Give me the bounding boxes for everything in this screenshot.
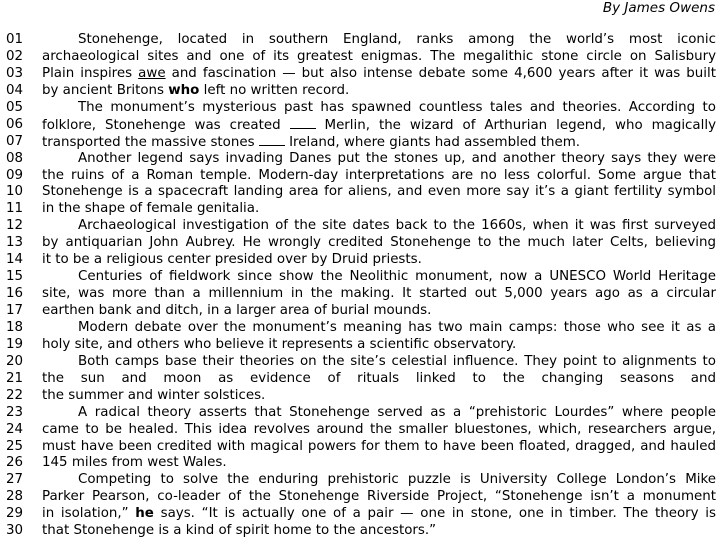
line-text [42,422,716,439]
line-number: 14 [6,252,24,268]
line-text [42,472,716,489]
text-segment: in the shape of female genitalia. [42,201,260,217]
fill-in-blank [259,133,285,146]
line-number: 19 [6,336,24,352]
text-line [6,100,716,117]
line-text [42,405,716,422]
text-line [6,134,716,151]
text-line [6,117,716,134]
text-line [6,405,716,422]
text-line [6,49,716,66]
line-text [42,218,716,235]
bold-word: who [168,82,200,98]
line-number: 27 [6,472,24,488]
line-number: 22 [6,387,24,403]
line-number: 13 [6,235,24,251]
text-segment: left no written record. [199,82,350,98]
line-text [42,235,716,252]
line-number: 28 [6,489,24,505]
text-segment: Competing to solve the enduring prehistoric puzzle is University College London’s Mike [78,472,716,488]
text-line [6,151,716,168]
text-line [6,66,716,83]
line-text [42,269,716,286]
text-segment: earthen bank and ditch, in a larger area of burial mounds. [42,303,432,318]
text-segment: 145 miles from west Wales. [42,455,227,471]
text-segment: The monument’s mysterious past has spawned countless tales and theories. According to [78,99,716,115]
text-segment: Parker Pearson, co-leader of the Stonehenge Riverside Project, “Stonehenge isn’t a monument [42,489,716,505]
text-line [6,354,716,371]
line-text [42,354,716,371]
text-line [6,184,716,201]
text-line [6,320,716,337]
text-line [6,472,716,489]
text-segment: it to be a religious center presided over by Druid priests. [42,252,422,268]
line-number: 18 [6,319,24,335]
line-number: 30 [6,523,24,539]
text-segment: Stonehenge, located in southern England, ranks among the world’s most iconic [78,32,716,47]
line-text [42,201,716,218]
line-text [42,489,716,506]
text-line [6,286,716,303]
line-text [42,49,716,66]
line-text [42,168,716,185]
line-number: 03 [6,65,24,81]
text-line [6,235,716,252]
line-text [42,523,716,540]
line-text [42,83,716,100]
line-number: 29 [6,506,24,522]
text-line [6,83,716,100]
text-segment: holy site, and others who believe it represents a scientific observatory. [42,336,517,352]
line-number: 23 [6,404,24,420]
text-line [6,201,716,218]
line-text [42,371,716,388]
text-segment: Ireland, where giants had assembled them. [284,134,581,150]
text-segment: Archaeological investigation of the site dates back to the 1660s, when it was first surveyed [78,218,716,234]
text-line [6,439,716,456]
text-segment: folklore, Stonehenge was created [42,117,290,133]
numbered-text [6,32,716,540]
text-segment: archaeological sites and one of its greatest enigmas. The megalithic stone circle on Salisbury [42,48,716,64]
text-line [6,422,716,439]
text-line [6,523,716,540]
text-segment: Plain inspires [42,65,139,81]
text-segment: site, was more than a millennium in the making. It started out 5,000 years ago as a circular [42,286,716,302]
text-line [6,388,716,405]
text-line [6,506,716,523]
line-number: 01 [6,32,24,47]
line-text [42,151,716,168]
line-number: 20 [6,353,24,369]
line-number: 11 [6,201,24,217]
text-segment: the ruins of a Roman temple. Modern-day interpretations are no less colorful. Some argue that [42,167,716,183]
line-number: 10 [6,184,24,200]
underlined-word: awe [138,65,166,81]
line-number: 12 [6,218,24,234]
line-number: 16 [6,286,24,302]
text-segment: says. “It is actually one of a pair — one in stone, one in timber. The theory is [153,506,716,522]
line-number: 15 [6,269,24,285]
line-number: 21 [6,370,24,386]
line-text [42,337,716,354]
line-text [42,439,716,456]
text-segment: Another legend says invading Danes put the stones up, and another theory says they were [78,150,716,166]
text-segment: came to be healed. This idea revolves around the smaller bluestones, which, researchers argue, [42,421,716,437]
text-segment: must have been credited with magical powers for them to have been floated, dragged, and hauled [42,438,716,454]
line-number: 07 [6,133,24,149]
bold-word: he [135,506,154,522]
text-segment: Stonehenge is a spacecraft landing area for aliens, and even more say it’s a giant fertility symbol [42,184,716,200]
text-line [6,489,716,506]
text-line [6,337,716,354]
line-text [42,455,716,472]
text-line [6,32,716,49]
text-line [6,252,716,269]
text-segment: Modern debate over the monument’s meaning has two main camps: those who see it as a [78,319,716,335]
text-segment: in isolation,” [42,506,136,522]
text-line [6,269,716,286]
line-text [42,252,716,269]
text-line [6,168,716,185]
line-text [42,388,716,405]
line-number: 24 [6,421,24,437]
line-text [42,66,716,83]
line-number: 26 [6,455,24,471]
line-number: 04 [6,82,24,98]
text-segment: that Stonehenge is a kind of spirit home to the ancestors.” [42,523,437,539]
line-text [42,32,716,49]
line-number: 06 [6,116,24,132]
line-text [42,133,716,152]
fill-in-blank [290,116,316,129]
line-text [42,184,716,201]
line-text [42,303,716,320]
text-segment: Merlin, the wizard of Arthurian legend, who magically [315,117,716,133]
text-segment: by antiquarian John Aubrey. He wrongly credited Stonehenge to the much later Celts, believing [42,235,716,251]
text-segment: the summer and winter solstices. [42,387,266,403]
line-number: 17 [6,303,24,318]
text-segment: the sun and moon as evidence of rituals linked to the changing seasons and [42,370,716,386]
byline: By James Owens [602,0,715,16]
text-segment: transported the massive stones [42,134,259,150]
text-line [6,303,716,320]
line-text [42,286,716,303]
text-line [6,218,716,235]
text-segment: by ancient Britons [42,82,169,98]
line-number: 09 [6,167,24,183]
line-number: 25 [6,438,24,454]
line-number: 02 [6,48,24,64]
text-segment: A radical theory asserts that Stonehenge served as a “prehistoric Lourdes” where people [78,404,716,420]
text-line [6,371,716,388]
line-text [42,506,716,523]
line-text [42,320,716,337]
line-text [42,100,716,117]
line-number: 05 [6,99,24,115]
text-line [6,455,716,472]
text-segment: Both camps base their theories on the site’s celestial influence. They point to alignments to [78,353,716,369]
text-segment: and fascination — but also intense debate some 4,600 years after it was built [165,65,716,81]
line-number: 08 [6,150,24,166]
text-segment: Centuries of fieldwork since show the Neolithic monument, now a UNESCO World Heritage [78,269,716,285]
